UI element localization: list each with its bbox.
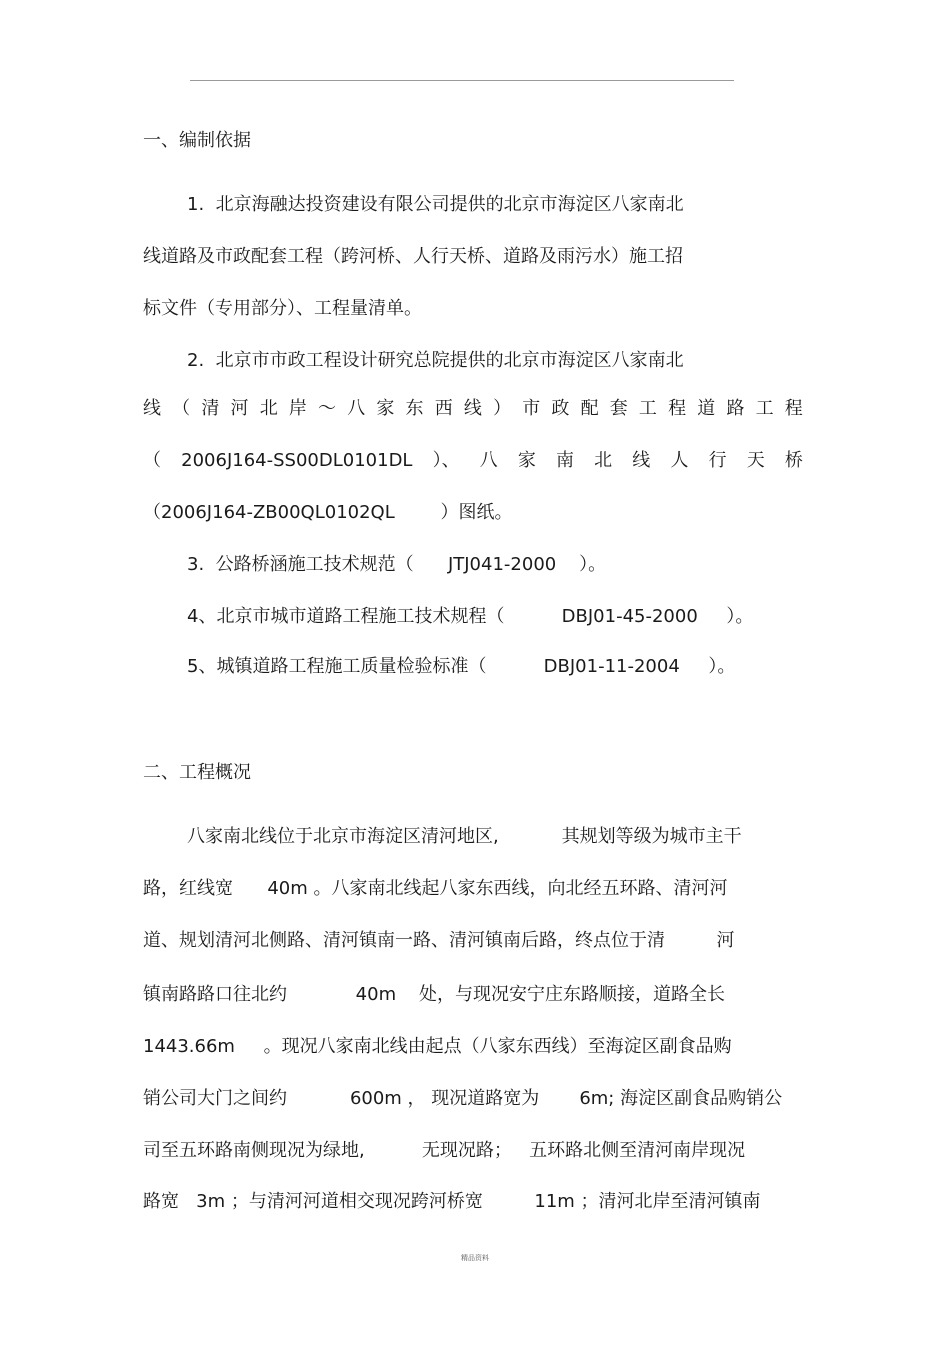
item-2-line-2-part: 配 xyxy=(580,398,599,419)
item-2-line-1: 2. 北京市市政工程设计研究总院提供的北京市海淀区八家南北 xyxy=(187,350,684,371)
header-rule xyxy=(190,80,734,81)
item-2-line-2-part: 家 xyxy=(376,398,395,419)
item-2-line-3-part: 北 xyxy=(594,450,613,471)
item-2-line-3-part: 线 xyxy=(632,450,651,471)
page-footer: 精品资料 xyxy=(461,1254,489,1262)
item-4: 4、北京市城市道路工程施工技术规程（ DBJ01-45-2000 ）。 xyxy=(187,606,754,627)
overview-line-8: 路宽 3m ；与清河河道相交现况跨河桥宽 11m ；清河北岸至清河镇南 xyxy=(143,1191,761,1212)
item-2-line-2-part: 北 xyxy=(259,398,278,419)
item-2-line-2-part: ） xyxy=(493,398,512,419)
item-1-line-2: 线道路及市政配套工程（跨河桥、人行天桥、道路及雨污水）施工招 xyxy=(143,246,683,267)
item-2-line-2-part: 套 xyxy=(609,398,628,419)
item-2-line-2-part: 路 xyxy=(726,398,745,419)
item-2-line-3-part: 2006J164-SS00DL0101DL xyxy=(181,450,413,471)
item-2-line-2-part: ～ xyxy=(318,398,337,419)
item-3: 3. 公路桥涵施工技术规范（ JTJ041-2000 ）。 xyxy=(187,554,607,575)
item-2-line-2-part: 清 xyxy=(201,398,220,419)
item-2-line-3-part: 南 xyxy=(556,450,575,471)
item-2-line-2-part: 政 xyxy=(551,398,570,419)
item-2-line-2-part: 道 xyxy=(697,398,716,419)
item-2-line-2-part: 工 xyxy=(755,398,774,419)
item-2-line-3 xyxy=(143,449,803,473)
item-2-line-2-part: 市 xyxy=(522,398,541,419)
item-2-line-3-part: 行 xyxy=(708,450,727,471)
overview-line-1: 八家南北线位于北京市海淀区清河地区, 其规划等级为城市主干 xyxy=(187,826,742,847)
item-2-line-2-part: 程 xyxy=(784,398,803,419)
item-2-line-3-part: 天 xyxy=(746,450,765,471)
item-2-line-2-part: 线 xyxy=(143,398,161,419)
item-2-line-4: （2006J164-ZB00QL0102QL ）图纸。 xyxy=(143,502,513,523)
item-2-line-2-part: 河 xyxy=(230,398,249,419)
overview-line-5: 1443.66m 。现况八家南北线由起点（八家东西线）至海淀区副食品购 xyxy=(143,1036,732,1057)
item-2-line-3-part: 人 xyxy=(670,450,689,471)
item-1-line-1: 1. 北京海融达投资建设有限公司提供的北京市海淀区八家南北 xyxy=(187,194,684,215)
item-2-line-2 xyxy=(143,397,803,421)
overview-line-4: 镇南路路口往北约 40m 处，与现况安宁庄东路顺接，道路全长 xyxy=(143,984,725,1005)
item-2-line-3-part: 八 xyxy=(479,450,498,471)
section-2-heading: 二、工程概况 xyxy=(143,762,251,783)
item-2-line-2-part: 八 xyxy=(347,398,366,419)
item-2-line-2-part: 程 xyxy=(668,398,687,419)
item-5: 5、城镇道路工程施工质量检验标准（ DBJ01-11-2004 ）。 xyxy=(187,656,736,677)
item-2-line-3-part: （ xyxy=(143,450,161,471)
section-1-heading: 一、编制依据 xyxy=(143,130,251,151)
overview-line-7: 司至五环路南侧现况为绿地, 无现况路； 五环路北侧至清河南岸现况 xyxy=(143,1140,746,1161)
item-2-line-2-part: （ xyxy=(172,398,191,419)
item-2-line-2-part: 工 xyxy=(638,398,657,419)
item-2-line-3-part: 家 xyxy=(517,450,536,471)
item-2-line-2-part: 线 xyxy=(463,398,482,419)
item-2-line-3-part: 桥 xyxy=(784,450,803,471)
overview-line-2: 路，红线宽 40m 。八家南北线起八家东西线，向北经五环路、清河河 xyxy=(143,878,728,899)
item-2-line-2-part: 东 xyxy=(405,398,424,419)
item-1-line-3: 标文件（专用部分）、工程量清单。 xyxy=(143,298,422,319)
item-2-line-3-part: ）、 xyxy=(432,450,460,471)
item-2-line-2-part: 西 xyxy=(434,398,453,419)
overview-line-6: 销公司大门之间约 600m ， 现况道路宽为 6m; 海淀区副食品购销公 xyxy=(143,1088,783,1109)
overview-line-3: 道、规划清河北侧路、清河镇南一路、清河镇南后路，终点位于清 河 xyxy=(143,930,735,951)
item-2-line-2-part: 岸 xyxy=(288,398,307,419)
